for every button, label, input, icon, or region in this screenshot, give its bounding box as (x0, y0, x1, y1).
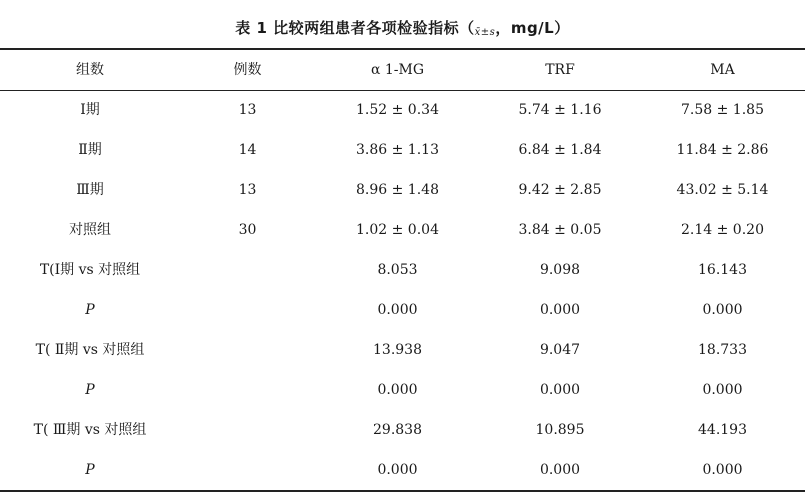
row-ma: 44.193 (698, 422, 747, 438)
row-trf: 9.098 (539, 262, 581, 278)
row-trf: 6.84 ± 1.84 (518, 142, 602, 158)
table-row (0, 370, 805, 410)
row-a1mg: 29.838 (373, 422, 422, 438)
row-count (180, 450, 315, 490)
header-group: 组数 (76, 62, 104, 78)
header-trf: TRF (545, 62, 575, 78)
row-ma: 18.733 (698, 342, 747, 358)
row-ma: 0.000 (702, 462, 743, 478)
row-a1mg: 1.52 ± 0.34 (356, 102, 439, 118)
row-a1mg: 13.938 (373, 342, 422, 358)
row-a1mg: 8.053 (377, 262, 418, 278)
row-ma: 2.14 ± 0.20 (681, 222, 764, 238)
table-row (0, 450, 805, 490)
row-label: T( Ⅱ期 vs 对照组 (35, 342, 145, 358)
row-a1mg: 0.000 (377, 302, 418, 318)
row-label: Ⅱ期 (78, 142, 102, 158)
row-a1mg: 8.96 ± 1.48 (356, 182, 439, 198)
row-label: T(Ⅰ期 vs 对照组 (39, 262, 141, 278)
table-row (0, 90, 805, 130)
row-label: P (85, 382, 95, 398)
row-trf: 3.84 ± 0.05 (518, 222, 602, 238)
row-ma: 0.000 (702, 382, 743, 398)
row-label: Ⅰ期 (80, 102, 100, 118)
caption-units: ，mg/L） (495, 19, 570, 37)
header-count: 例数 (233, 62, 262, 78)
header-ma: MA (710, 62, 735, 78)
row-label: Ⅲ期 (76, 182, 104, 198)
row-count: 13 (238, 182, 257, 198)
row-label: P (85, 302, 95, 318)
row-count: 30 (238, 222, 257, 238)
row-ma: 16.143 (698, 262, 747, 278)
row-a1mg: 0.000 (377, 462, 418, 478)
header-a1mg: α 1-MG (370, 62, 425, 78)
row-a1mg: 3.86 ± 1.13 (356, 142, 439, 158)
row-trf: 9.047 (539, 342, 581, 358)
row-trf: 9.42 ± 2.85 (518, 182, 602, 198)
table-row (0, 250, 805, 290)
row-trf: 0.000 (539, 462, 581, 478)
table-header-row (0, 50, 805, 90)
row-label: T( Ⅲ期 vs 对照组 (33, 422, 147, 438)
row-count (180, 370, 315, 410)
table-row (0, 130, 805, 170)
row-label: P (85, 462, 95, 478)
row-ma: 43.02 ± 5.14 (676, 182, 769, 198)
table-row (0, 210, 805, 250)
row-count (180, 330, 315, 370)
row-a1mg: 1.02 ± 0.04 (356, 222, 439, 238)
row-ma: 11.84 ± 2.86 (676, 142, 769, 158)
row-ma: 0.000 (702, 302, 743, 318)
row-count (180, 410, 315, 450)
table-row (0, 330, 805, 370)
row-a1mg: 0.000 (377, 382, 418, 398)
row-count (180, 290, 315, 330)
table-caption (0, 18, 805, 41)
row-trf: 5.74 ± 1.16 (518, 102, 602, 118)
row-count: 13 (238, 102, 257, 118)
table-row (0, 170, 805, 210)
row-count (180, 250, 315, 290)
row-count: 14 (238, 142, 257, 158)
row-trf: 10.895 (535, 422, 585, 438)
table-bottom-rule (0, 490, 805, 492)
caption-title: 表 1 比较两组患者各项检验指标（ (235, 19, 475, 37)
table-row (0, 410, 805, 450)
row-trf: 0.000 (539, 382, 581, 398)
row-ma: 7.58 ± 1.85 (681, 102, 764, 118)
caption-stat-symbol: x̄±s (474, 27, 496, 38)
row-label: 对照组 (69, 222, 111, 238)
row-trf: 0.000 (539, 302, 581, 318)
table-row (0, 290, 805, 330)
